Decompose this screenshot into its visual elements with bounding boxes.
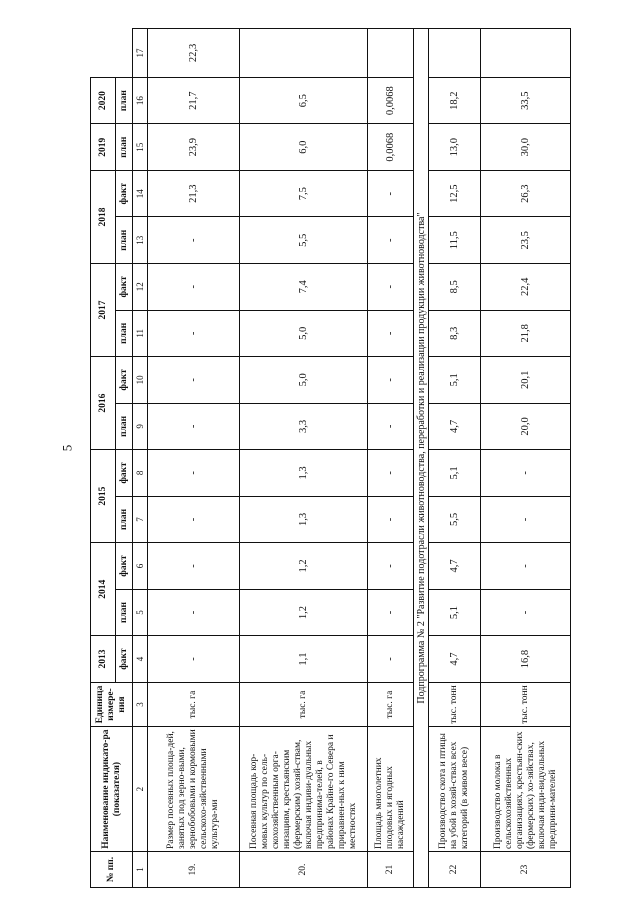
- header-unit: Единица измере-ния: [91, 682, 133, 726]
- row-unit: тыс. га: [368, 682, 414, 726]
- cell-value: 22,4: [481, 264, 571, 311]
- table-row: [148, 29, 240, 888]
- subprogram-title: Подпрограмма № 2 "Развитие подотрасли животноводства, переработки и реализации продукции животноводства": [414, 29, 429, 888]
- header-plan: план: [116, 403, 133, 450]
- col-number: 5: [133, 589, 148, 636]
- cell-value: 1,2: [240, 589, 368, 636]
- header-fact: факт: [116, 357, 133, 404]
- header-year: 2015: [91, 450, 116, 543]
- col-number: 6: [133, 543, 148, 590]
- row-name: Площадь многолетних плодовых и ягодных насаждений: [368, 727, 414, 852]
- cell-value: -: [368, 496, 414, 543]
- row-unit: тыс. га: [240, 682, 368, 726]
- cell-value: 1,1: [240, 636, 368, 683]
- cell-value: 23,5: [481, 217, 571, 264]
- cell-value: -: [368, 589, 414, 636]
- cell-value: -: [368, 170, 414, 217]
- cell-value: 12,5: [429, 170, 481, 217]
- cell-value: 5,0: [240, 310, 368, 357]
- cell-value: 6,5: [240, 77, 368, 124]
- cell-value: 5,1: [429, 357, 481, 404]
- cell-value: 20,1: [481, 357, 571, 404]
- header-year: 2016: [91, 357, 116, 450]
- header-year: 2014: [91, 543, 116, 636]
- header-num: № пп.: [91, 852, 133, 888]
- cell-value: 6,0: [240, 124, 368, 171]
- row-unit: тыс. тонн: [481, 682, 571, 726]
- table-row: [240, 29, 368, 888]
- header-year: 2018: [91, 170, 116, 263]
- header-name: Наименование индикато-ра (показателя): [91, 727, 133, 852]
- col-number: 4: [133, 636, 148, 683]
- cell-value: 5,0: [240, 357, 368, 404]
- col-number: 17: [133, 29, 148, 78]
- row-unit: тыс. тонн: [429, 682, 481, 726]
- col-number: 16: [133, 77, 148, 124]
- header-plan: план: [116, 589, 133, 636]
- col-number: 2: [133, 727, 148, 852]
- header-plan: план: [116, 310, 133, 357]
- cell-value: 18,2: [429, 77, 481, 124]
- row-name: Размер посевных площа-дей, занятых под зерно-выми, зернобобовыми и кормовыми сельскохо-зяйственными культура-ми: [148, 727, 240, 852]
- cell-value: -: [368, 450, 414, 497]
- row-num: 23: [481, 852, 571, 888]
- row-num: 21: [368, 852, 414, 888]
- cell-value: 33,5: [481, 77, 571, 124]
- col-number: 1: [133, 852, 148, 888]
- row-name: Посевная площадь кор-мовых культур по сель-скохозяйственным орга-низациям, крестьянским (фермерским) хозяй-ствам, включая индиви-дуальных предпринима-телей, в районах Крайне-го Севера и приравнен-ных к ним местностях: [240, 727, 368, 852]
- col-number: 7: [133, 496, 148, 543]
- col-number: 14: [133, 170, 148, 217]
- cell-value: 16,8: [481, 636, 571, 683]
- cell-value: 22,3: [148, 29, 240, 78]
- cell-value: -: [368, 543, 414, 590]
- cell-value: 5,5: [429, 496, 481, 543]
- cell-value: 20,0: [481, 403, 571, 450]
- cell-value: 0,0068: [368, 124, 414, 171]
- cell-value: 21,8: [481, 310, 571, 357]
- header-year: 2020: [91, 77, 116, 124]
- cell-value: -: [368, 403, 414, 450]
- cell-value: 7,4: [240, 264, 368, 311]
- col-number: 3: [133, 682, 148, 726]
- cell-value: -: [148, 217, 240, 264]
- cell-value: -: [481, 543, 571, 590]
- cell-value: [240, 29, 368, 78]
- header-fact: факт: [116, 636, 133, 683]
- header-fact: факт: [116, 264, 133, 311]
- row-name: Производство скота и птицы на убой в хозяй-ствах всех категорий (в живом весе): [429, 727, 481, 852]
- cell-value: -: [148, 357, 240, 404]
- cell-value: -: [148, 450, 240, 497]
- cell-value: 5,5: [240, 217, 368, 264]
- table-row: [481, 29, 571, 888]
- subprogram-row: [414, 29, 429, 888]
- cell-value: 4,7: [429, 543, 481, 590]
- cell-value: 4,7: [429, 403, 481, 450]
- cell-value: -: [148, 264, 240, 311]
- col-number: 12: [133, 264, 148, 311]
- header-year: 2013: [91, 636, 116, 683]
- header-plan: план: [116, 217, 133, 264]
- cell-value: [429, 29, 481, 78]
- row-unit: тыс. га: [148, 682, 240, 726]
- cell-value: -: [368, 357, 414, 404]
- col-number: 10: [133, 357, 148, 404]
- cell-value: -: [368, 636, 414, 683]
- cell-value: 5,1: [429, 450, 481, 497]
- header-plan: план: [116, 496, 133, 543]
- cell-value: 4,7: [429, 636, 481, 683]
- cell-value: -: [148, 496, 240, 543]
- row-name: Производство молока в сельскохозяйственных организациях, крестьян-ских (фермерских) хо-зяйствах, включая инди-видуальных предприни-мателей: [481, 727, 571, 852]
- cell-value: -: [481, 450, 571, 497]
- indicators-table: [90, 28, 571, 888]
- cell-value: 3,3: [240, 403, 368, 450]
- cell-value: -: [148, 636, 240, 683]
- cell-value: -: [481, 589, 571, 636]
- cell-value: 8,3: [429, 310, 481, 357]
- cell-value: 30,0: [481, 124, 571, 171]
- page-number: 5: [59, 444, 75, 452]
- cell-value: 21,3: [148, 170, 240, 217]
- row-num: 19.: [148, 852, 240, 888]
- cell-value: -: [148, 310, 240, 357]
- cell-value: 11,5: [429, 217, 481, 264]
- header-year: 2017: [91, 264, 116, 357]
- cell-value: 1,2: [240, 543, 368, 590]
- col-number: 11: [133, 310, 148, 357]
- table-row: [368, 29, 414, 888]
- cell-value: -: [148, 543, 240, 590]
- header-fact: факт: [116, 543, 133, 590]
- cell-value: 21,7: [148, 77, 240, 124]
- rotated-table-wrapper: [90, 28, 620, 888]
- cell-value: -: [368, 264, 414, 311]
- header-fact: факт: [116, 450, 133, 497]
- header-fact: факт: [116, 170, 133, 217]
- cell-value: 5,1: [429, 589, 481, 636]
- header-year: 2019: [91, 124, 116, 171]
- col-number: 8: [133, 450, 148, 497]
- cell-value: 0,0068: [368, 77, 414, 124]
- row-num: 20.: [240, 852, 368, 888]
- cell-value: 7,5: [240, 170, 368, 217]
- cell-value: [481, 29, 571, 78]
- cell-value: -: [481, 496, 571, 543]
- table-row: [429, 29, 481, 888]
- cell-value: 1,3: [240, 496, 368, 543]
- cell-value: 8,5: [429, 264, 481, 311]
- cell-value: -: [368, 310, 414, 357]
- col-number: 15: [133, 124, 148, 171]
- cell-value: -: [368, 217, 414, 264]
- col-number: 13: [133, 217, 148, 264]
- cell-value: 1,3: [240, 450, 368, 497]
- cell-value: -: [148, 403, 240, 450]
- cell-value: 26,3: [481, 170, 571, 217]
- cell-value: [368, 29, 414, 78]
- cell-value: -: [148, 589, 240, 636]
- col-number: 9: [133, 403, 148, 450]
- cell-value: 23,9: [148, 124, 240, 171]
- row-num: 22: [429, 852, 481, 888]
- cell-value: 13,0: [429, 124, 481, 171]
- header-plan: план: [116, 77, 133, 124]
- header-plan: план: [116, 124, 133, 171]
